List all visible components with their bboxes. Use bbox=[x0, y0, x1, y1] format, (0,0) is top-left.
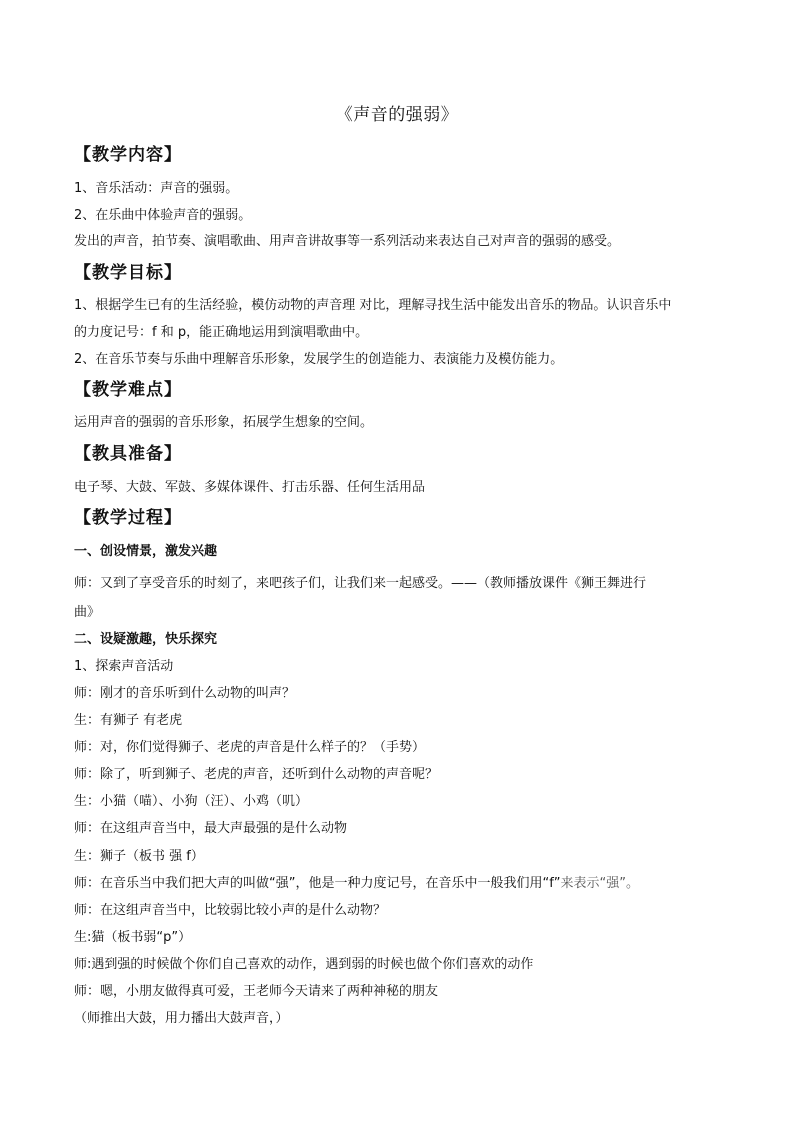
strong-line-tail: 来表示“强”。 bbox=[560, 876, 640, 891]
heading-teaching-content: 【教学内容】 bbox=[74, 145, 182, 165]
process-part1-line-2: 曲》 bbox=[74, 605, 101, 620]
process-part2-line-8: 生：狮子（板书 强 f） bbox=[74, 849, 204, 864]
tools-line-1: 电子琴、大鼓、军鼓、多媒体课件、打击乐器、任何生活用品 bbox=[74, 480, 426, 495]
process-part2-line-3: 生：有狮子 有老虎 bbox=[74, 713, 183, 728]
page-title: 《声音的强弱》 bbox=[335, 105, 459, 125]
content-line-2: 2、在乐曲中体验声音的强弱。 bbox=[74, 208, 252, 223]
process-part2-line-1: 1、探索声音活动 bbox=[74, 659, 174, 674]
process-part2-line-13: （师推出大鼓，用力播出大鼓声音，） bbox=[74, 1011, 289, 1026]
heading-teaching-goals: 【教学目标】 bbox=[74, 263, 182, 283]
goals-line-3: 2、在音乐节奏与乐曲中理解音乐形象，发展学生的创造能力、表演能力及模仿能力。 bbox=[74, 352, 564, 367]
process-part2-line-5: 师：除了，听到狮子、老虎的声音，还听到什么动物的声音呢？ bbox=[74, 767, 439, 782]
process-subheading-2: 二、设疑激趣，快乐探究 bbox=[74, 632, 218, 647]
content-line-3: 发出的声音，拍节奏、演唱歌曲、用声音讲故事等一系列活动来表达自己对声音的强弱的感受。 bbox=[74, 234, 621, 249]
process-part2-line-7: 师：在这组声音当中，最大声最强的是什么动物 bbox=[74, 821, 348, 836]
process-part2-line-10: 生:猫（板书弱“p”） bbox=[74, 930, 192, 945]
heading-teaching-process: 【教学过程】 bbox=[74, 508, 182, 528]
strong-line-main: 师：在音乐当中我们把大声的叫做“强”，他是一种力度记号，在音乐中一般我们用“f” bbox=[74, 876, 561, 891]
difficulty-line-1: 运用声音的强弱的音乐形象，拓展学生想象的空间。 bbox=[74, 415, 374, 430]
process-subheading-1: 一、创设情景，激发兴趣 bbox=[74, 544, 218, 559]
process-part2-line-6: 生：小猫（喵）、小狗（汪）、小鸡（叽） bbox=[74, 794, 309, 809]
process-part2-strong-line bbox=[74, 872, 639, 891]
heading-teaching-difficulty: 【教学难点】 bbox=[74, 380, 182, 400]
heading-teaching-tools: 【教具准备】 bbox=[74, 444, 182, 464]
goals-line-2: 的力度记号：f 和 p，能正确地运用到演唱歌曲中。 bbox=[74, 325, 369, 340]
content-line-1: 1、音乐活动：声音的强弱。 bbox=[74, 181, 239, 196]
goals-line-1: 1、根据学生已有的生活经验，模仿动物的声音理 对比，理解寻找生活中能发出音乐的物品。认识音乐中 bbox=[74, 298, 672, 313]
process-part2-line-9: 师：在这组声音当中，比较弱比较小声的是什么动物？ bbox=[74, 903, 387, 918]
process-part2-line-11: 师:遇到强的时候做个你们自己喜欢的动作，遇到弱的时候也做个你们喜欢的动作 bbox=[74, 957, 534, 972]
process-part2-line-4: 师：对，你们觉得狮子、老虎的声音是什么样子的？（手势） bbox=[74, 740, 426, 755]
process-part1-line-1: 师：又到了享受音乐的时刻了，来吧孩子们，让我们来一起感受。——（教师播放课件《狮王舞进行 bbox=[74, 576, 647, 591]
process-part2-line-12: 师：嗯，小朋友做得真可爱，王老师今天请来了两种神秘的朋友 bbox=[74, 984, 439, 999]
process-part2-line-2: 师：刚才的音乐听到什么动物的叫声？ bbox=[74, 686, 296, 701]
